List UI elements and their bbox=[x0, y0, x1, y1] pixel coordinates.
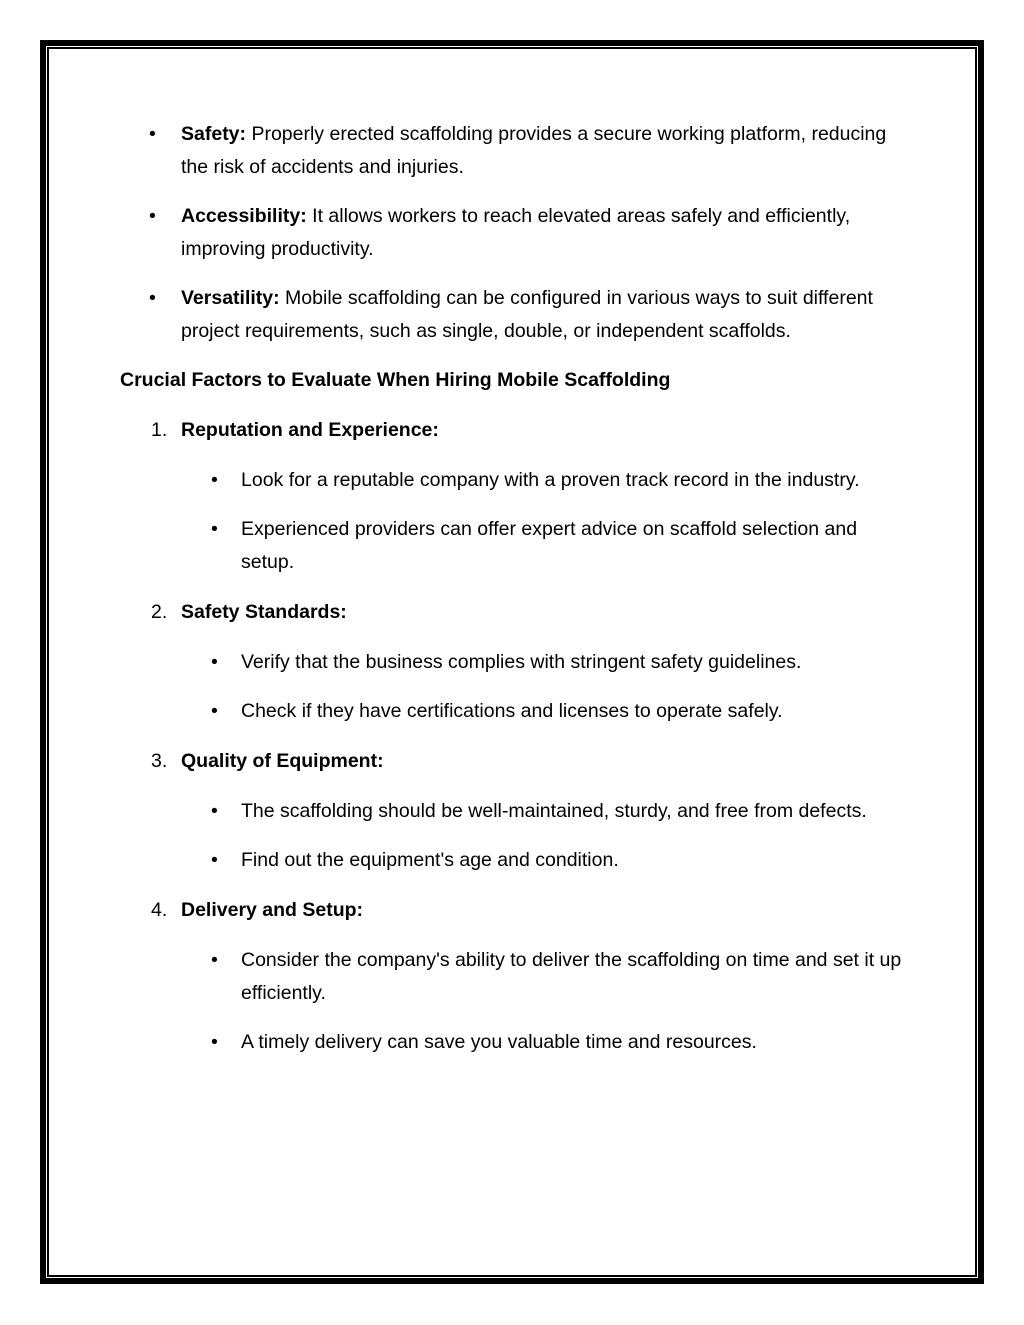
factor-number: 3. bbox=[151, 750, 168, 772]
factor-number: 2. bbox=[151, 601, 168, 623]
factor-points bbox=[181, 944, 910, 1059]
bullet-icon: • bbox=[149, 287, 156, 309]
factor-item bbox=[120, 414, 910, 579]
factor-point-text: Experienced providers can offer expert advice on scaffold selection and setup. bbox=[241, 518, 858, 573]
section-heading: Crucial Factors to Evaluate When Hiring Mobile Scaffolding bbox=[120, 369, 671, 391]
list-item-term: Safety: bbox=[181, 123, 247, 145]
list-item-text: It allows workers to reach elevated areas safely and efficiently, improving productivity. bbox=[181, 205, 851, 260]
list-item-term: Accessibility: bbox=[181, 205, 307, 227]
list-item bbox=[120, 200, 910, 266]
benefits-list bbox=[120, 118, 910, 348]
bullet-icon: • bbox=[149, 205, 156, 227]
factor-point bbox=[181, 795, 910, 828]
bullet-icon: • bbox=[149, 123, 156, 145]
factor-item bbox=[120, 894, 910, 1059]
factor-point bbox=[181, 464, 910, 497]
factor-point-text: Verify that the business complies with stringent safety guidelines. bbox=[241, 651, 802, 673]
list-item bbox=[120, 118, 910, 184]
factor-point-text: Find out the equipment's age and condition. bbox=[241, 849, 619, 871]
factor-number: 4. bbox=[151, 899, 168, 921]
factor-number: 1. bbox=[151, 419, 168, 441]
list-item-text: Properly erected scaffolding provides a secure working platform, reducing the risk of accidents and injuries. bbox=[181, 123, 887, 178]
factor-point bbox=[181, 695, 910, 728]
factor-item bbox=[120, 745, 910, 877]
bullet-icon: • bbox=[211, 700, 218, 722]
factor-title: Reputation and Experience: bbox=[181, 419, 439, 441]
document-body bbox=[120, 118, 910, 1076]
bullet-icon: • bbox=[211, 518, 218, 540]
factor-point-text: A timely delivery can save you valuable time and resources. bbox=[241, 1031, 757, 1053]
factor-points bbox=[181, 464, 910, 579]
list-item bbox=[120, 282, 910, 348]
factor-point-text: The scaffolding should be well-maintained, sturdy, and free from defects. bbox=[241, 800, 867, 822]
bullet-icon: • bbox=[211, 949, 218, 971]
factor-point bbox=[181, 844, 910, 877]
bullet-icon: • bbox=[211, 849, 218, 871]
factor-item bbox=[120, 596, 910, 728]
list-item-term: Versatility: bbox=[181, 287, 280, 309]
factor-point bbox=[181, 944, 910, 1010]
factor-point-text: Consider the company's ability to deliver the scaffolding on time and set it up efficiently. bbox=[241, 949, 902, 1004]
list-item-text: Mobile scaffolding can be configured in various ways to suit different project requirements, such as single, double, or independent scaffolds. bbox=[181, 287, 873, 342]
factors-list bbox=[120, 414, 910, 1059]
bullet-icon: • bbox=[211, 1031, 218, 1053]
factor-title: Quality of Equipment: bbox=[181, 750, 384, 772]
factor-title: Safety Standards: bbox=[181, 601, 347, 623]
factor-points bbox=[181, 795, 910, 877]
factor-points bbox=[181, 646, 910, 728]
factor-point bbox=[181, 1026, 910, 1059]
factor-point-text: Look for a reputable company with a proven track record in the industry. bbox=[241, 469, 860, 491]
factor-point-text: Check if they have certifications and licenses to operate safely. bbox=[241, 700, 783, 722]
bullet-icon: • bbox=[211, 469, 218, 491]
factor-title: Delivery and Setup: bbox=[181, 899, 364, 921]
bullet-icon: • bbox=[211, 800, 218, 822]
factor-point bbox=[181, 646, 910, 679]
factor-point bbox=[181, 513, 910, 579]
bullet-icon: • bbox=[211, 651, 218, 673]
